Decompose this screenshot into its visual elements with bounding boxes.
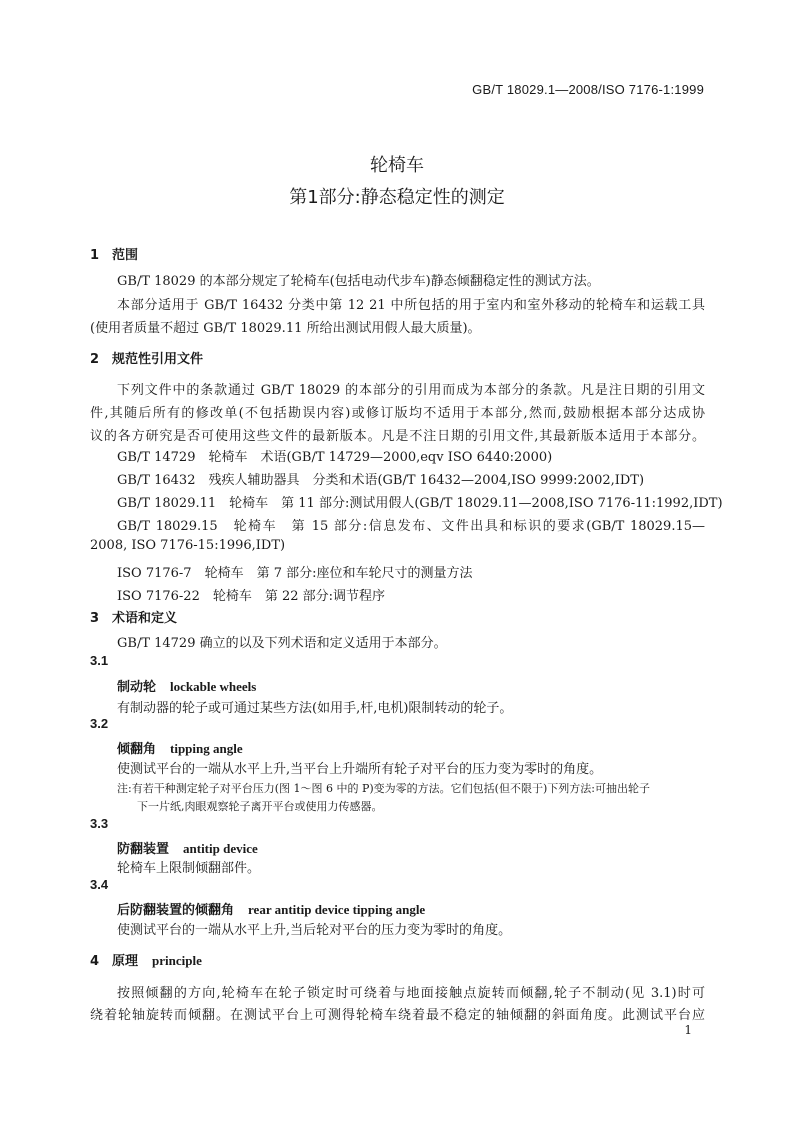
section-3-intro: GB/T 14729 确立的以及下列术语和定义适用于本部分。 (117, 636, 447, 651)
reference-item: GB/T 16432 残疾人辅助器具 分类和术语(GB/T 16432—2004,ISO 9999:2002,IDT) (117, 473, 645, 488)
term-name-zh: 防翻装置 (117, 842, 170, 857)
reference-item: ISO 7176-22 轮椅车 第 22 部分:调节程序 (117, 589, 386, 604)
section-3-heading: 3 术语和定义 (90, 611, 178, 626)
page-number: 1 (684, 1023, 692, 1037)
section-1-paragraph-2-line-1: 本部分适用于 GB/T 16432 分类中第 12 21 中所包括的用于室内和室外移动的轮椅车和运载工具 (117, 298, 705, 313)
section-1-heading: 1 范围 (90, 248, 139, 263)
term-name (117, 676, 256, 695)
term-definition: 轮椅车上限制倾翻部件。 (117, 861, 261, 876)
term-note-line-2: 下一片纸,肉眼观察轮子离开平台或使用力传感器。 (137, 800, 383, 813)
section-1-paragraph-1: GB/T 18029 的本部分规定了轮椅车(包括电动代步车)静态倾翻稳定性的测试方法。 (117, 274, 600, 289)
term-name-zh: 制动轮 (117, 680, 157, 695)
section-2-paragraph-line-2: 件,其随后所有的修改单(不包括勘误内容)或修订版均不适用于本部分,然而,鼓励根据本部分达成协 (90, 406, 705, 421)
reference-item: GB/T 18029.15 轮椅车 第 15 部分:信息发布、文件出具和标识的要求(GB/T 18029.15— (117, 519, 705, 534)
reference-item: GB/T 14729 轮椅车 术语(GB/T 14729—2000,eqv ISO 6440:2000) (117, 450, 553, 465)
section-2-heading: 2 规范性引用文件 (90, 352, 204, 367)
section-2-paragraph-line-3: 议的各方研究是否可使用这些文件的最新版本。凡是不注日期的引用文件,其最新版本适用于本部分。 (90, 429, 705, 444)
term-name-en: antitip device (183, 841, 258, 856)
term-name-zh: 倾翻角 (117, 742, 157, 757)
term-name-en: lockable wheels (170, 679, 257, 694)
reference-item: GB/T 18029.11 轮椅车 第 11 部分:测试用假人(GB/T 18029.11—2008,ISO 7176-11:1992,IDT) (117, 496, 723, 511)
term-definition: 使测试平台的一端从水平上升,当后轮对平台的压力变为零时的角度。 (117, 923, 512, 938)
term-name-zh: 后防翻装置的倾翻角 (117, 903, 235, 918)
section-4-heading (90, 950, 202, 969)
term-number: 3.1 (90, 653, 109, 668)
term-name (117, 899, 425, 918)
term-number: 3.3 (90, 816, 109, 831)
section-2-paragraph-line-1: 下列文件中的条款通过 GB/T 18029 的本部分的引用而成为本部分的条款。凡是注日期的引用文 (117, 383, 705, 398)
term-number: 3.2 (90, 716, 109, 731)
term-name-en: tipping angle (170, 741, 243, 756)
reference-item-continuation: 2008, ISO 7176-15:1996,IDT) (90, 538, 286, 553)
term-definition: 使测试平台的一端从水平上升,当平台上升端所有轮子对平台的压力变为零时的角度。 (117, 762, 603, 777)
reference-item: ISO 7176-7 轮椅车 第 7 部分:座位和车轮尺寸的测量方法 (117, 566, 473, 581)
document-subtitle: 第1部分:静态稳定性的测定 (289, 187, 505, 208)
term-definition: 有制动器的轮子或可通过某些方法(如用手,杆,电机)限制转动的轮子。 (117, 701, 513, 716)
section-4-paragraph-line-1: 按照倾翻的方向,轮椅车在轮子锁定时可绕着与地面接触点旋转而倾翻,轮子不制动(见 3.1)时可 (117, 986, 705, 1001)
section-1-paragraph-2-line-2: (使用者质量不超过 GB/T 18029.11 所给出测试用假人最大质量)。 (90, 321, 481, 336)
section-4-heading-zh: 4 原理 (90, 954, 139, 969)
term-number: 3.4 (90, 877, 109, 892)
section-4-paragraph-line-2: 绕着轮轴旋转而倾翻。在测试平台上可测得轮椅车绕着最不稳定的轴倾翻的斜面角度。此测试平台应 (90, 1008, 705, 1023)
term-name (117, 838, 258, 857)
term-name-en: rear antitip device tipping angle (248, 902, 426, 917)
term-note-line-1: 注:有若干种测定轮子对平台压力(图 1～图 6 中的 P)变为零的方法。它们包括(但不限于)下列方法:可抽出轮子 (117, 782, 650, 795)
section-4-heading-en: principle (152, 953, 202, 968)
term-name (117, 738, 243, 757)
document-title: 轮椅车 (370, 155, 424, 176)
standard-code: GB/T 18029.1—2008/ISO 7176-1:1999 (472, 82, 704, 97)
